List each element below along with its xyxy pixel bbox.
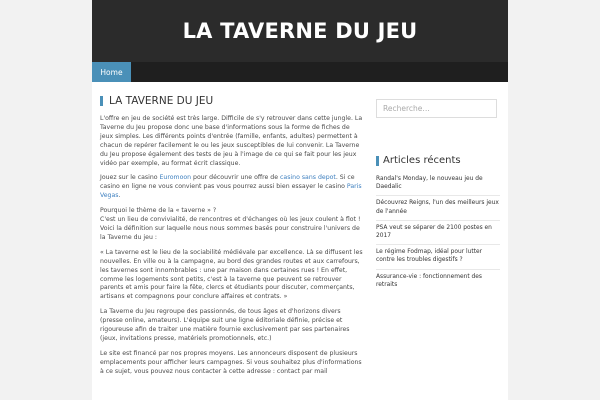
paragraph-casino: Jouez sur le casino Euromoon pour découvrir une offre de casino sans depot. Si ce casino en ligne ne vous convient pas vous pourrez aussi bien essayer le casino Paris Vegas. <box>100 174 362 200</box>
recent-posts-title <box>376 155 500 166</box>
paragraph-financing: Le site est financé par nos propres moyens. Les annonceurs disposent de plusieurs emplacements pour afficher leurs campagnes. Si vous souhaitez plus d'informations à ce sujet, vous pouvez nous contacter à cette adresse : contact par mail <box>100 349 362 375</box>
search-input[interactable] <box>376 99 497 118</box>
paragraph-intro: L'offre en jeu de société est très large. Difficile de s'y retrouver dans cette jungle. La Taverne du Jeu propose donc une base d'informations sous la forme de fiches de jeux simples. Les différents points d'entrée (famille, enfants, adultes) permettent à chacun de repérer facilement le ou les jeux susceptibles de lui convenir. La Taverne du Jeu propose également des tests de jeu à l'image de ce qui se fait pour les jeux vidéo par exemple, au format écrit classique. <box>100 115 363 167</box>
main-content <box>100 95 364 383</box>
link-euromoon[interactable]: Euromoon <box>159 174 192 182</box>
paragraph-why-taverne: Pourquoi le thème de la « taverne » ? C'est un lieu de convivialité, de rencontres et d'échanges où les jeux coulent à flot ! Voici la définition sur laquelle nous nous sommes basés pour construire l'univers de la Taverne du jeu : <box>100 207 361 241</box>
recent-posts-list <box>376 172 500 293</box>
recent-posts-title-text: Articles récents <box>383 155 461 166</box>
site-header <box>92 0 508 62</box>
title-accent-bar <box>100 96 103 106</box>
nav-item-home[interactable]: Home <box>92 62 131 82</box>
main-nav <box>92 62 508 82</box>
site-title[interactable]: LA TAVERNE DU JEU <box>182 19 418 43</box>
recent-post-link[interactable]: PSA veut se séparer de 2100 postes en 2017 <box>376 220 500 244</box>
link-casino-sans-depot[interactable]: casino sans depot <box>280 174 336 182</box>
page-wrapper <box>92 0 508 400</box>
widget-accent-bar <box>376 156 379 166</box>
page-title <box>100 95 364 107</box>
paragraph-quote: « La taverne est le lieu de la sociabilité médiévale par excellence. Là se diffusent les nouvelles. En ville ou à la campagne, au bord des grandes routes et aux carrefours, les tavernes sont innombrables : une par maison dans certaines rues ! En effet, comme les logements sont petits, c'est à la taverne que peuvent se retrouver parents et amis pour faire la fête, clercs et étudiants pour discuter, commerçants, artisans et compagnons pour conclure affaires et contrats. » <box>100 248 363 301</box>
recent-post-link[interactable]: Découvrez Reigns, l'un des meilleurs jeux de l'année <box>376 195 500 219</box>
article-body <box>100 115 364 377</box>
recent-posts-widget <box>376 155 500 293</box>
recent-post-link[interactable]: Assurance-vie : fonctionnement des retraits <box>376 269 500 293</box>
link-paris-vegas[interactable]: Paris Vegas <box>100 183 362 200</box>
recent-post-link[interactable]: Le régime Fodmap, idéal pour lutter contre les troubles digestifs ? <box>376 244 500 268</box>
page-title-text: LA TAVERNE DU JEU <box>109 95 214 107</box>
sidebar <box>376 96 500 293</box>
paragraph-team: La Taverne du Jeu regroupe des passionnés, de tous âges et d'horizons divers (presse online, amateurs). L'équipe suit une ligne éditoriale définie, précise et rigoureuse afin de traiter une matière fournie exclusivement par ses partenaires (jeux, invitations presse, matériels promotionnels, etc.) <box>100 308 350 342</box>
recent-post-link[interactable]: Randal's Monday, le nouveau jeu de Daedalic <box>376 176 483 191</box>
